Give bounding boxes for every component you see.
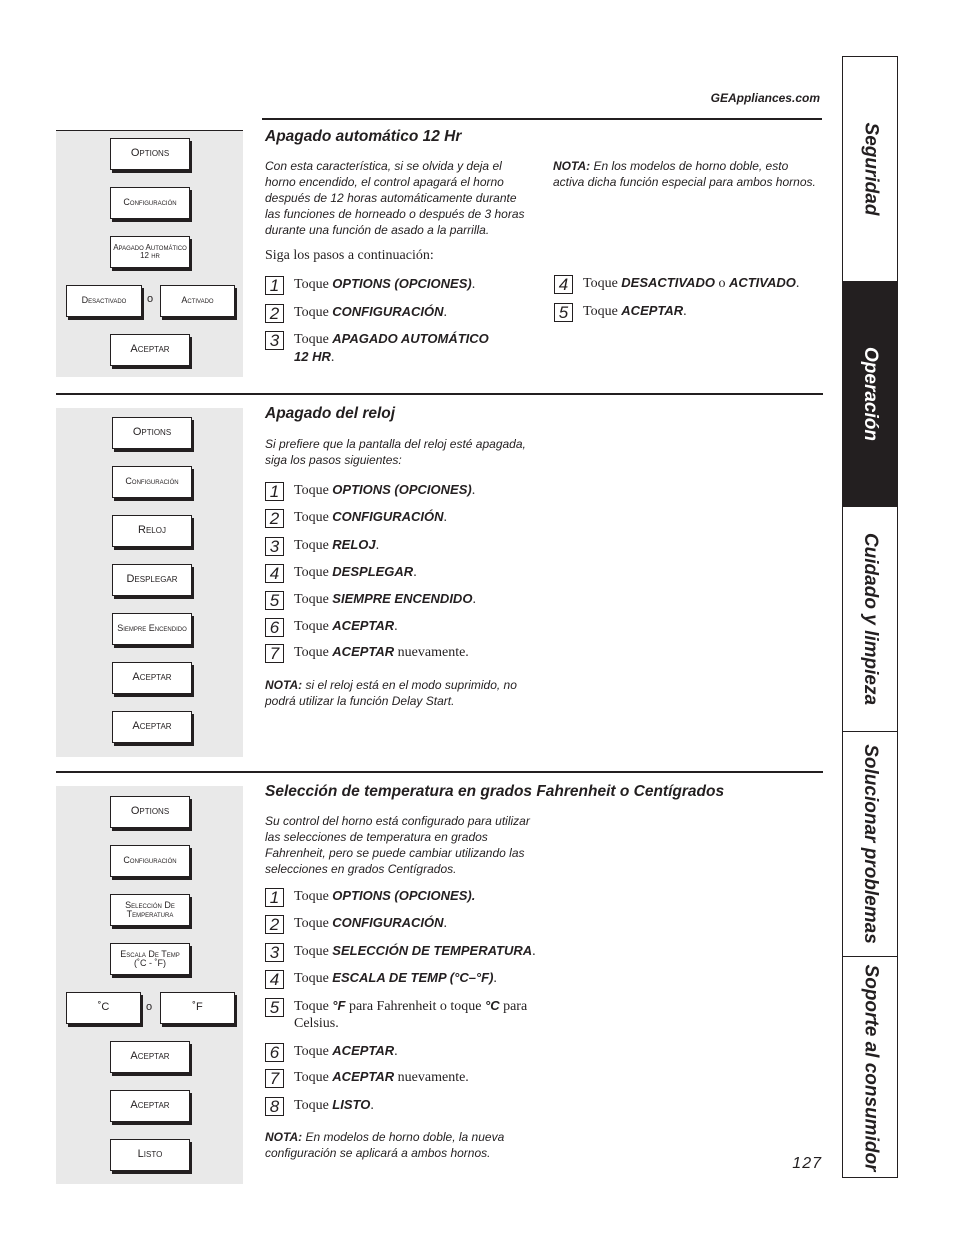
step: 6 Toque ACEPTAR. [265,617,565,637]
section-note [265,677,535,709]
section-rule [262,118,822,120]
section-rule [56,393,823,395]
step-number: 1 [265,888,284,907]
tab-operation[interactable]: Operación [842,281,898,506]
section-intro: Su control del horno está configurado para utilizar las selecciones de temperatura en grados Fahrenheit, pero se puede cambiar utilizando las selecciones en grados Centígrados. [265,814,530,876]
step-number: 2 [265,915,284,934]
step-number: 7 [265,1069,284,1088]
configuration-button[interactable]: Configuración [110,845,190,877]
configuration-button[interactable]: Configuración [110,187,190,219]
step-number: 8 [265,1097,284,1116]
step: 1 Toque OPTIONS (OPCIONES). [265,275,525,295]
accept-button[interactable]: Aceptar [110,1041,190,1073]
step: 3 Toque APAGADO AUTOMÁTICO 12 HR. [265,330,505,366]
step-number: 5 [554,303,573,322]
website-link[interactable]: GEAppliances.com [710,91,820,105]
step: 4 Toque ESCALA DE TEMP (°C–°F). [265,969,555,989]
step: 2 Toque CONFIGURACIÓN. [265,914,555,934]
step-number: 3 [265,943,284,962]
note-label: NOTA: [265,1130,303,1144]
fahrenheit-button[interactable]: ˚F [160,992,235,1024]
follow-text: Siga los pasos a continuación: [265,248,434,263]
clock-button[interactable]: Reloj [112,515,192,547]
step-number: 6 [265,1043,284,1062]
step: 3 Toque RELOJ. [265,536,565,556]
done-button[interactable]: Listo [110,1139,190,1171]
section-title: Apagado automático 12 Hr [265,128,462,145]
step: 4 Toque DESPLEGAR. [265,563,565,583]
step-number: 3 [265,537,284,556]
tab-support[interactable]: Soporte al consumidor [842,956,898,1178]
note-text: En los modelos de horno doble, esto activa dicha función especial para ambos hornos. [553,159,816,189]
configuration-button[interactable]: Configuración [112,466,192,498]
off-button[interactable]: Desactivado [66,285,142,317]
step-number: 4 [265,564,284,583]
step: 7 Toque ACEPTAR nuevamente. [265,643,565,663]
step-number: 5 [265,591,284,610]
note-text: si el reloj está en el modo suprimido, no podrá utilizar la función Delay Start. [265,678,517,708]
step: 5 Toque °F para Fahrenheit o toque °C para Celsius. [265,997,545,1032]
or-label: o [146,1001,153,1013]
tab-troubleshooting[interactable]: Solucionar problemas [842,731,898,956]
step: 5 Toque SIEMPRE ENCENDIDO. [265,590,565,610]
step-number: 6 [265,618,284,637]
note-label: NOTA: [265,678,303,692]
step-number: 2 [265,304,284,323]
note-text: En modelos de horno doble, la nueva configuración se aplicará a ambos hornos. [265,1130,505,1160]
section-rule [56,771,823,773]
or-label: o [147,293,154,305]
tab-care[interactable]: Cuidado y limpieza [842,506,898,731]
section-title: Apagado del reloj [265,405,396,422]
step: 8 Toque LISTO. [265,1096,555,1116]
step: 4 Toque DESACTIVADO o ACTIVADO. [554,274,822,294]
accept-button[interactable]: Aceptar [112,711,192,743]
section-note [265,1129,535,1161]
auto-off-button[interactable]: Apagado Automático 12 hr [110,236,190,268]
section-title: Selección de temperatura en grados Fahrenheit o Centígrados [265,783,725,800]
section-intro: Si prefiere que la pantalla del reloj esté apagada, siga los pasos siguientes: [265,437,526,467]
step-number: 3 [265,331,284,350]
step: 1 Toque OPTIONS (OPCIONES). [265,481,565,501]
on-button[interactable]: Activado [160,285,235,317]
temp-select-button[interactable]: Selección De Temperatura [110,894,190,926]
page-number: 127 [792,1155,822,1172]
accept-button[interactable]: Aceptar [110,334,190,366]
step: 3 Toque SELECCIÓN DE TEMPERATURA. [265,942,555,962]
step-number: 4 [554,275,573,294]
always-on-button[interactable]: Siempre Encendido [112,613,192,645]
celsius-button[interactable]: ˚C [66,992,141,1024]
options-button[interactable]: Options [112,417,192,449]
accept-button[interactable]: Aceptar [110,1090,190,1122]
options-button[interactable]: Options [110,138,190,170]
step-number: 2 [265,509,284,528]
step-number: 7 [265,644,284,663]
section-intro: Con esta característica, si se olvida y deja el horno encendido, el control apagará el horno después de 12 horas automáticamente durante las funciones de horneado o después de 3 horas durante una función de asado a la parrilla. [265,159,525,237]
step: 2 Toque CONFIGURACIÓN. [265,303,525,323]
step-number: 1 [265,482,284,501]
tab-safety[interactable]: Seguridad [860,122,881,215]
step: 2 Toque CONFIGURACIÓN. [265,508,565,528]
display-button[interactable]: Desplegar [112,564,192,596]
accept-button[interactable]: Aceptar [112,662,192,694]
step: 6 Toque ACEPTAR. [265,1042,555,1062]
options-button[interactable]: Options [110,796,190,828]
note-label: NOTA: [553,159,591,173]
step: 5 Toque ACEPTAR. [554,302,822,322]
step-number: 1 [265,276,284,295]
section-note [553,158,821,190]
step: 7 Toque ACEPTAR nuevamente. [265,1068,555,1088]
step-number: 4 [265,970,284,989]
temp-scale-button[interactable]: Escala De Temp (˚C - ˚F) [110,943,190,975]
step: 1 Toque OPTIONS (OPCIONES). [265,887,555,907]
step-number: 5 [265,998,284,1017]
